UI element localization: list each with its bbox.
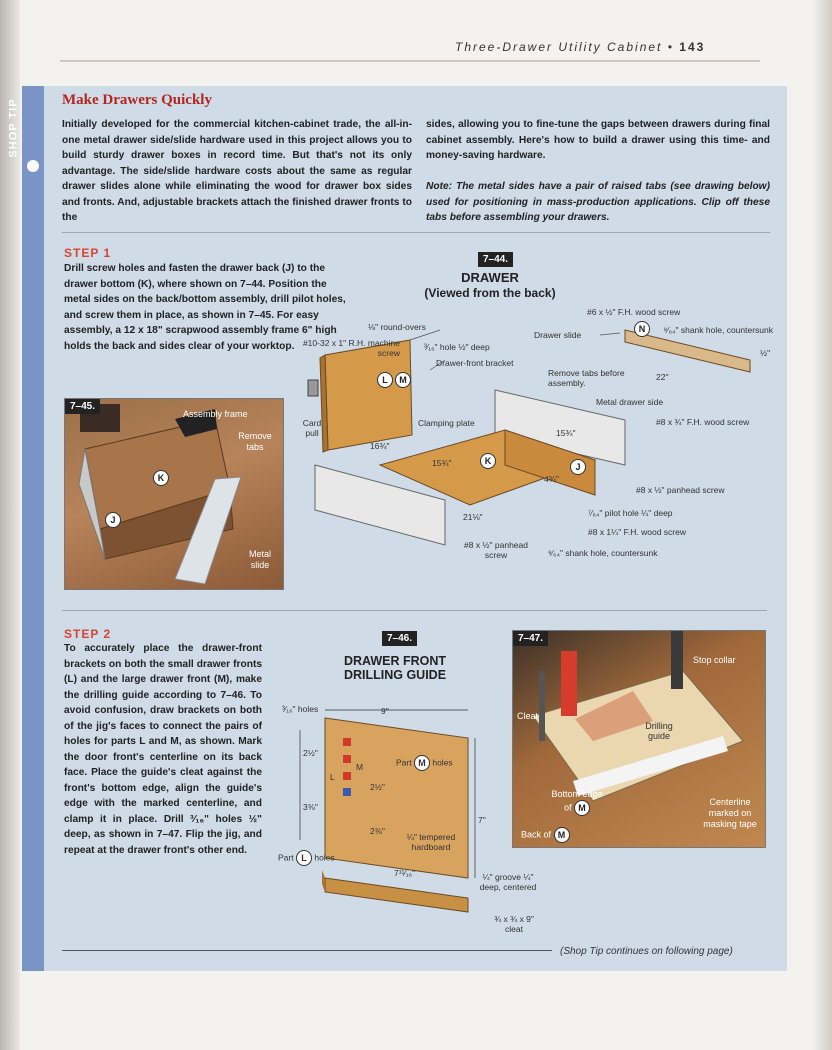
label-dim-7-1116: 7¹¹⁄₁₆" [394, 868, 416, 878]
label-back-of-text: Back of [521, 829, 552, 840]
label-remove-tabs: Remove tabs [238, 431, 272, 452]
label-wood-screw-114: #8 x 1¼" F.H. wood screw [588, 527, 686, 537]
label-dim-3-38: 3⅜" [303, 802, 318, 812]
label-shank-hole: ⁹⁄₆₄" shank hole, countersunk [663, 325, 773, 335]
label-bottom-edge [547, 789, 607, 816]
label-pilot-hole: ⁷⁄₆₄" pilot hole ¼" deep [588, 508, 673, 518]
part-j-drawing-marker [570, 458, 586, 476]
label-bottom-edge-text: Bottom edge of [551, 789, 603, 813]
label-dim-15-34b: 15¾" [432, 458, 452, 468]
label-machine-screw: #10-32 x 1" R.H. machine screw [302, 338, 400, 358]
footer-rule [62, 950, 552, 951]
shop-tip-icon [27, 160, 39, 172]
fig-7-45-badge: 7–45. [65, 399, 100, 414]
step1-text: Drill screw holes and fasten the drawer back (J) to the drawer bottom (K), where shown on 7–44. Position the metal sides on the back/bottom assembly, drill pilot holes, and screw them in place, as shown in 7–45. For easy assembly, a 12 x 18" scrapwood assembly frame 6" high holds the back and sides clear of your worktop. [64, 263, 346, 352]
running-head [455, 40, 705, 54]
label-drawer-slide: Drawer slide [534, 330, 582, 340]
part-m-photo-label: M [574, 800, 590, 816]
header-rule [60, 60, 760, 62]
bracket-label-m: M [356, 762, 364, 772]
label-holes: ³⁄₁₆" holes [282, 704, 319, 714]
photo-7-47 [512, 630, 766, 848]
continuation-note: (Shop Tip continues on following page) [560, 946, 733, 957]
label-dim-15-34: 15¾" [556, 428, 576, 438]
label-dim-2-12b: 2½" [370, 782, 385, 792]
label-dim-2-12: 2½" [303, 748, 318, 758]
label-cleat-photo: Cleat [517, 711, 539, 721]
label-dim-21: 21⅛" [463, 512, 483, 522]
part-j-drawing-label: J [570, 459, 586, 475]
intro-column-2: sides, allowing you to fine-tune the gaps between drawers during final cabinet assembly. Here's how to build a drawer using this time- and money-saving hardware. [426, 119, 770, 161]
tab-text: SHOP TIP [7, 98, 20, 158]
label-dim-22: 22" [656, 372, 669, 382]
label-groove: ¼" groove ¼" deep, centered [479, 872, 537, 892]
label-centerline: Centerline marked on masking tape [703, 797, 757, 829]
label-clamping-plate: Clamping plate [418, 418, 475, 428]
part-j-label: J [105, 512, 121, 528]
page-edge-shadow [812, 0, 832, 1050]
label-shank-bottom: ⁹⁄₆₄" shank hole, countersunk [548, 548, 658, 558]
page-number: 143 [679, 40, 706, 54]
part-m-label: M [395, 372, 411, 388]
label-dim-16-34: 16¾" [370, 441, 390, 451]
label-assembly-frame: Assembly frame [183, 409, 248, 419]
label-dim-2-38: 2⅜" [370, 826, 385, 836]
label-part-m-text: Part [396, 757, 412, 768]
label-wood-screw-top: #6 x ½" F.H. wood screw [587, 307, 681, 317]
intro-note: Note: The metal sides have a pair of raised tabs (see drawing below) used for positioning in mass-production applications. Clip off these tabs before assembling your drawers. [426, 181, 770, 223]
fig-7-44-title: DRAWER [461, 270, 519, 285]
shop-tip-tab-label [8, 92, 44, 182]
bracket-label-l: L [330, 772, 335, 782]
label-hole-deep: ³⁄₁₆" hole ½" deep [424, 342, 490, 352]
label-dim-7: 7" [478, 815, 486, 825]
label-remove-tabs-assembly: Remove tabs before assembly. [548, 368, 625, 388]
part-n-marker [634, 320, 650, 338]
intro-column-1: Initially developed for the commercial kitchen-cabinet trade, the all-in-one metal drawer side/slide hardware used in this project allows you to build sturdy drawer boxes in record time. But that's not its only advantage. The side/slide hardware costs about the same as regular drawer slides alone while eliminating the wood for drawer box sides and fronts. And, adjustable brackets attach the finished drawer fronts to the [62, 119, 412, 223]
step1-heading: STEP 1 [64, 246, 112, 260]
step2-heading: STEP 2 [64, 627, 112, 641]
part-m-marker [395, 371, 411, 389]
part-n-label: N [634, 321, 650, 337]
part-m-back-label: M [554, 827, 570, 843]
part-k-drawing-marker [480, 452, 496, 470]
part-j-marker [105, 511, 121, 529]
section-rule-1 [62, 232, 770, 233]
label-stop-collar: Stop collar [693, 655, 736, 665]
label-part-m-holes [396, 755, 453, 771]
step2-text: To accurately place the drawer-front brackets on both the small drawer fronts (L) and the large drawer front (M), make the drilling guide according to 7–46. To avoid confusion, draw brackets on both of the jig's faces to connect the pairs of holes for parts L and M, as shown. Mark the door front's centerline on its back face. Place the guide's cleat against the front's bottom edge, align the guide's edge with the marked centerline, and clamp it in place. Drill ³⁄₁₆" holes ½" deep, as shown in 7–47. Flip the jig, and repeat at the drawer front's other end. [64, 643, 262, 856]
part-k-marker [153, 469, 169, 487]
label-hardboard: ¼" tempered hardboard [406, 832, 456, 852]
part-m-guide-label: M [414, 755, 430, 771]
label-m-holes-text: holes [432, 757, 453, 768]
fig-7-47-badge: 7–47. [513, 631, 548, 646]
fig-7-44-badge: 7–44. [478, 252, 513, 267]
label-dim-4-34: 4¾" [544, 474, 559, 484]
tip-heading: Make Drawers Quickly [62, 92, 212, 108]
photo-7-45 [64, 398, 284, 590]
label-cleat: ¾ x ¾ x 9" cleat [494, 914, 534, 934]
header-separator: • [667, 40, 674, 54]
label-part-l-text: Part [278, 852, 294, 863]
label-dim-9: 9" [381, 706, 389, 716]
label-round-overs: ⅛" round-overs [368, 322, 426, 332]
label-metal-slide: Metal slide [248, 549, 271, 570]
part-l-guide-label: L [296, 850, 312, 866]
label-l-holes-text: holes [314, 852, 335, 863]
fig-7-46-title: DRAWER FRONT DRILLING GUIDE [343, 654, 447, 682]
part-l-marker [377, 371, 393, 389]
part-l-label: L [377, 372, 393, 388]
label-metal-drawer-side: Metal drawer side [596, 397, 664, 407]
section-rule-2 [62, 610, 767, 611]
label-card-pull: Card pull [302, 418, 322, 438]
label-panhead: #8 x ½" panhead screw [636, 485, 725, 495]
part-k-drawing-label: K [480, 453, 496, 469]
label-wood-screw-34: #8 x ¾" F.H. wood screw [656, 417, 750, 427]
label-panhead-bottom: #8 x ½" panhead screw [464, 540, 528, 560]
part-k-label: K [153, 470, 169, 486]
fig-7-46-badge: 7–46. [382, 631, 417, 646]
shop-tip-tab [22, 86, 44, 971]
label-dim-half: ½" [760, 348, 771, 358]
fig-7-44-subtitle: (Viewed from the back) [424, 286, 556, 300]
label-drawer-front-bracket: Drawer-front bracket [436, 358, 514, 368]
book-chapter-title: Three-Drawer Utility Cabinet [455, 40, 663, 54]
label-drilling-guide: Drilling guide [645, 721, 673, 741]
label-back-of [521, 827, 570, 843]
label-part-l-holes [278, 850, 335, 866]
